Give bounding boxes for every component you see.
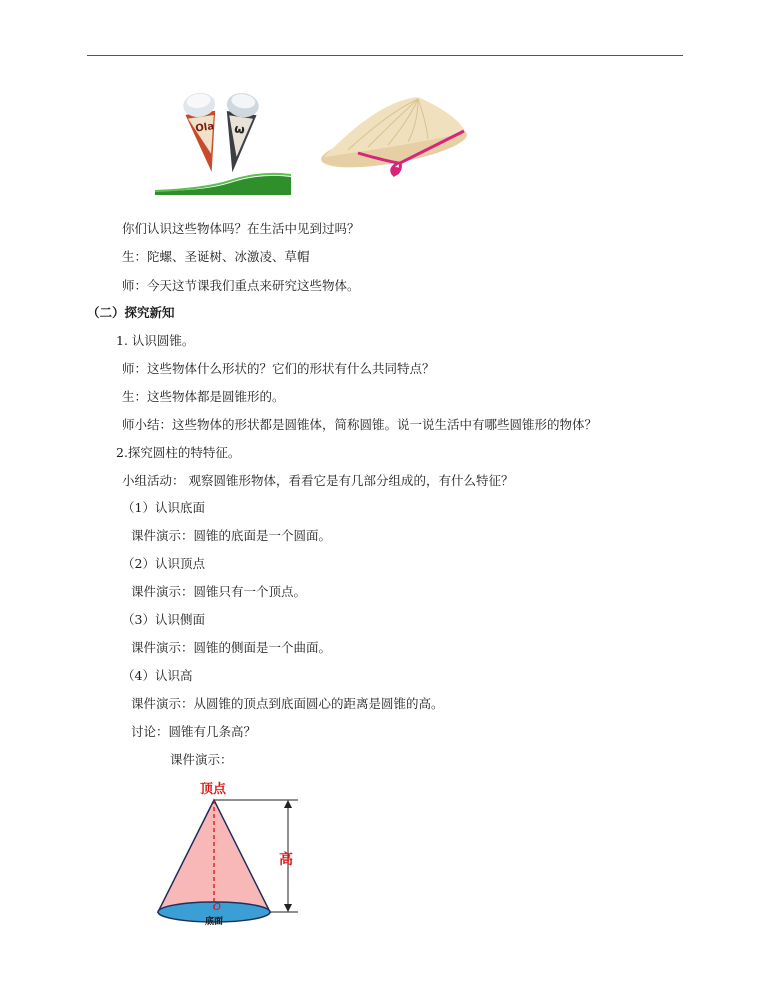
text-line-19: 讨论：圆锥有几条高？ (131, 724, 257, 739)
text-line-3: 师：今天这节课我们重点来研究这些物体。 (122, 278, 360, 293)
text-line-9: 2.探究圆柱的特特征。 (116, 445, 241, 460)
text-line-11: （1）认识底面 (122, 500, 205, 515)
base-label: 底面 (205, 917, 224, 927)
text-line-15: （3）认识侧面 (122, 612, 205, 627)
text-line-18: 课件演示：从圆锥的顶点到底面圆心的距离是圆锥的高。 (131, 696, 444, 711)
text-line-1: 你们认识这些物体吗？在生活中见到过吗？ (122, 221, 360, 236)
text-line-14: 课件演示：圆锥只有一个顶点。 (131, 584, 307, 599)
icecream-cones-image (155, 85, 291, 195)
cone-diagram (150, 778, 310, 930)
icecream-right-label: ω (233, 121, 246, 137)
text-line-13: （2）认识顶点 (122, 556, 205, 571)
text-line-7: 生：这些物体都是圆锥形的。 (122, 389, 285, 404)
straw-hat-image (318, 95, 470, 180)
header-rule (87, 55, 683, 56)
text-line-12: 课件演示：圆锥的底面是一个圆面。 (131, 528, 332, 543)
height-label: 高 (279, 852, 293, 868)
text-line-8: 师小结：这些物体的形状都是圆锥体，简称圆锥。说一说生活中有哪些圆锥形的物体？ (122, 417, 598, 432)
text-line-17: （4）认识高 (122, 668, 193, 683)
text-line-6: 师：这些物体什么形状的？它们的形状有什么共同特点？ (122, 361, 435, 376)
text-line-10: 小组活动： 观察圆锥形物体，看看它是有几部分组成的，有什么特征？ (122, 473, 514, 488)
text-line-20: 课件演示： (170, 752, 233, 767)
section-heading: （二）探究新知 (87, 305, 175, 320)
base-center-label: O (213, 902, 221, 913)
text-line-2: 生：陀螺、圣诞树、冰激凌、草帽 (122, 249, 310, 264)
apex-label: 顶点 (200, 782, 227, 797)
text-line-5: 1. 认识圆锥。 (116, 333, 195, 348)
icecream-left-label: Ola (194, 121, 215, 135)
text-line-16: 课件演示：圆锥的侧面是一个曲面。 (131, 640, 332, 655)
